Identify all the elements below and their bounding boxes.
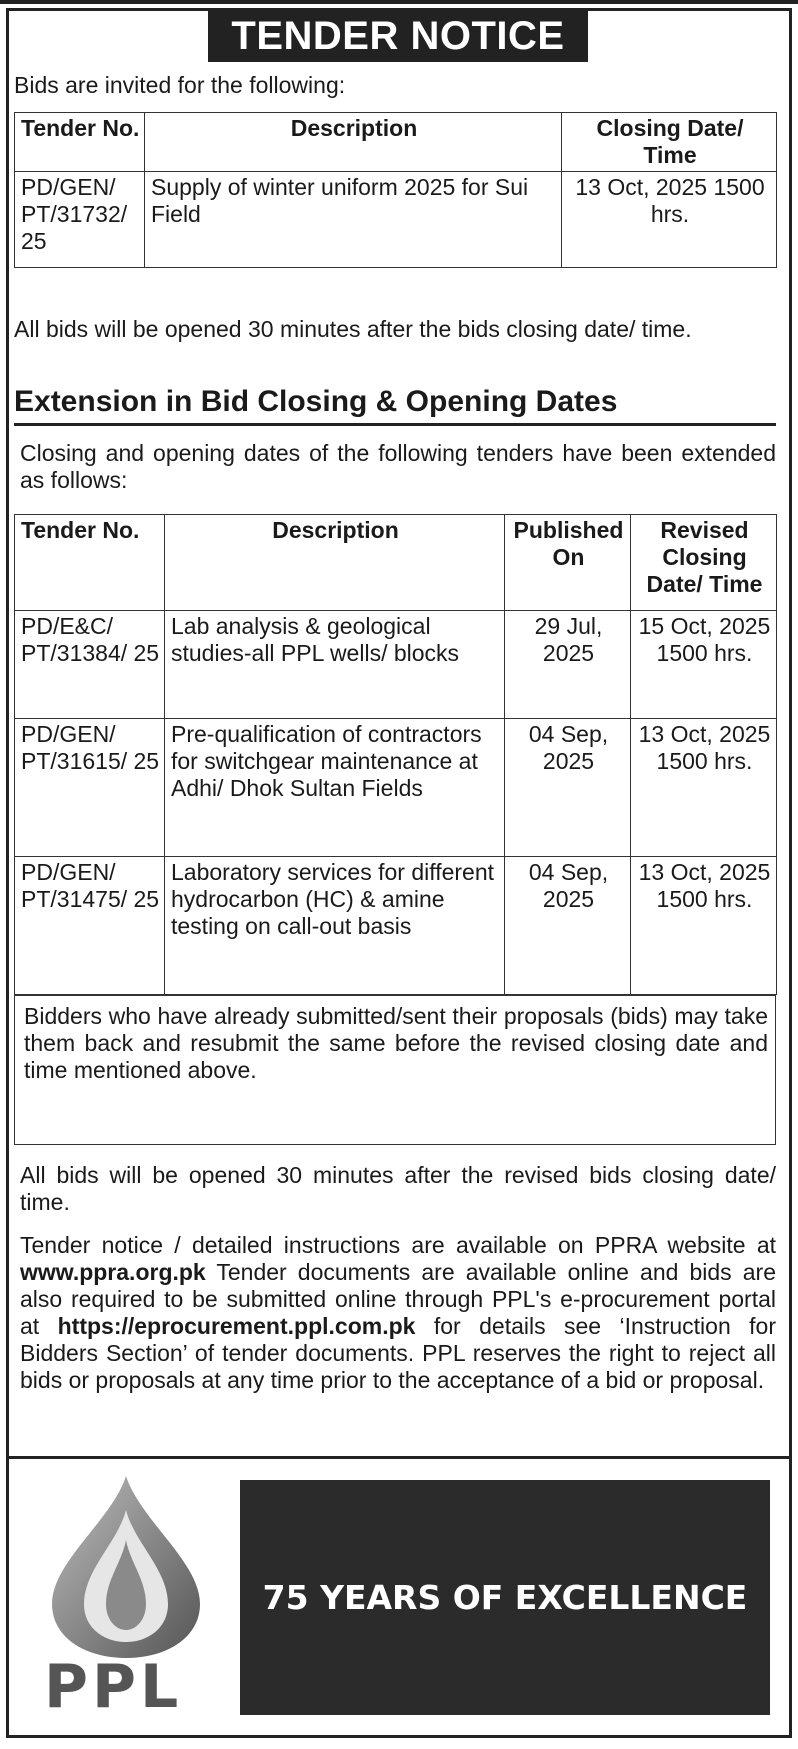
extension-table [14,514,777,995]
table-row [15,611,777,719]
top-rule [0,0,798,4]
extension-heading: Extension in Bid Closing & Opening Dates [14,385,618,418]
header-description: Description [145,113,562,172]
opening-note-revised: All bids will be opened 30 minutes after the revised bids closing date/ time. [20,1162,776,1215]
instructions-part2: Tender documents are available online and bids are also required to be submitted online through PPL's e-procurement portal at [20,1259,776,1339]
header-tender-no: Tender No. [15,113,145,172]
header-revised-closing: Revised Closing Date/ Time [631,515,777,611]
anniversary-banner: 75 YEARS OF EXCELLENCE [240,1480,770,1715]
extension-intro: Closing and opening dates of the following tenders have been extended as follows: [20,440,776,493]
cell-tender-no: PD/GEN/ PT/31732/ 25 [15,172,145,268]
instructions-part3: for details see ‘Instruction for Bidders Section’ of tender documents. PPL reserves the right to reject all bids or proposals at any time prior to the acceptance of a bid or proposal. [20,1313,776,1393]
table-row [15,172,777,268]
cell-published: 04 Sep, 2025 [505,857,631,995]
ppra-link[interactable]: www.ppra.org.pk [20,1259,206,1285]
heading-rule [14,423,776,426]
header-description: Description [165,515,505,611]
cell-tender-no: PD/GEN/ PT/31615/ 25 [15,719,165,857]
cell-revised-closing: 13 Oct, 2025 1500 hrs. [631,719,777,857]
cell-closing: 13 Oct, 2025 1500 hrs. [562,172,777,268]
footer-divider [6,1456,792,1459]
header-closing: Closing Date/ Time [562,113,777,172]
cell-description: Supply of winter uniform 2025 for Sui Field [145,172,562,268]
table-header-row [15,515,777,611]
table-row [15,857,777,995]
droplet-logo-icon [34,1470,214,1660]
resubmit-note: Bidders who have already submitted/sent their proposals (bids) may take them back and resubmit the same before the revised closing date and time mentioned above. [24,1003,768,1083]
cell-revised-closing: 13 Oct, 2025 1500 hrs. [631,857,777,995]
portal-link[interactable]: https://eprocurement.ppl.com.pk [57,1313,416,1339]
ppl-logo-text: PPL [44,1652,183,1722]
cell-tender-no: PD/GEN/ PT/31475/ 25 [15,857,165,995]
notice-title: TENDER NOTICE [208,10,588,62]
cell-tender-no: PD/E&C/ PT/31384/ 25 [15,611,165,719]
intro-text: Bids are invited for the following: [14,72,346,98]
tender-table [14,112,777,268]
table-row [15,719,777,857]
cell-description: Laboratory services for different hydrocarbon (HC) & amine testing on call-out basis [165,857,505,995]
cell-description: Lab analysis & geological studies-all PPL wells/ blocks [165,611,505,719]
cell-published: 29 Jul, 2025 [505,611,631,719]
opening-note: All bids will be opened 30 minutes after the bids closing date/ time. [14,316,692,342]
cell-description: Pre-qualification of contractors for switchgear maintenance at Adhi/ Dhok Sultan Fields [165,719,505,857]
cell-revised-closing: 15 Oct, 2025 1500 hrs. [631,611,777,719]
instructions-text [20,1232,776,1394]
header-published: Published On [505,515,631,611]
table-header-row [15,113,777,172]
header-tender-no: Tender No. [15,515,165,611]
cell-published: 04 Sep, 2025 [505,719,631,857]
instructions-part1: Tender notice / detailed instructions are available on PPRA website at [20,1232,776,1258]
